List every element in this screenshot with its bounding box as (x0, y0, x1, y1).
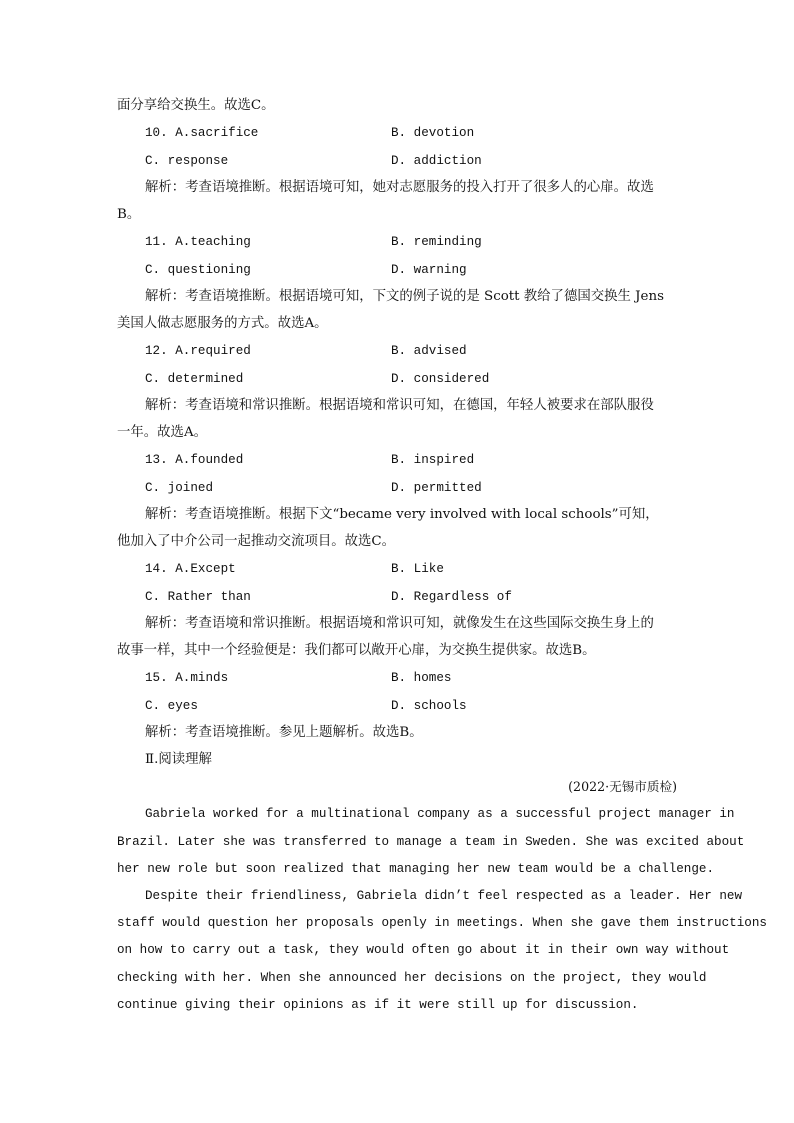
option-12-d: D. considered (391, 372, 490, 386)
passage-line: Brazil. Later she was transferred to manage a team in Sweden. She was excited about (117, 835, 745, 849)
option-13-a: 13. A.founded (145, 453, 244, 467)
passage-line: on how to carry out a task, they would often go about it in their own way without (117, 943, 730, 957)
text-line: 面分享给交换生。故选C。 (117, 98, 275, 113)
option-15-c: C. eyes (145, 699, 198, 713)
explanation-11: 解析：考查语境推断。根据语境可知，下文的例子说的是 Scott 教给了德国交换生 Jens (145, 289, 664, 304)
option-14-b: B. Like (391, 562, 444, 576)
explanation-14: 解析：考查语境和常识推断。根据语境和常识可知，就像发生在这些国际交换生身上的 (145, 616, 654, 631)
option-13-d: D. permitted (391, 481, 482, 495)
explanation-12: 解析：考查语境和常识推断。根据语境和常识可知，在德国，年轻人被要求在部队服役 (145, 398, 654, 413)
option-15-b: B. homes (391, 671, 452, 685)
option-11-c: C. questioning (145, 263, 251, 277)
option-11-d: D. warning (391, 263, 467, 277)
passage-line: Despite their friendliness, Gabriela didn’t feel respected as a leader. Her new (145, 889, 743, 903)
explanation-13: 解析：考查语境推断。根据下文“became very involved with local schools”可知， (145, 507, 659, 522)
option-13-b: B. inspired (391, 453, 475, 467)
option-11-a: 11. A.teaching (145, 235, 251, 249)
explanation-10: 解析：考查语境推断。根据语境可知，她对志愿服务的投入打开了很多人的心扉。故选 (145, 180, 654, 195)
passage-line: checking with her. When she announced her decisions on the project, they would (117, 971, 707, 985)
explanation-12-cont: 一年。故选A。 (117, 425, 208, 440)
explanation-13-cont: 他加入了中介公司一起推动交流项目。故选C。 (117, 534, 396, 549)
explanation-10-cont: B。 (117, 207, 141, 222)
option-11-b: B. reminding (391, 235, 482, 249)
option-10-b: B. devotion (391, 126, 475, 140)
option-12-c: C. determined (145, 372, 244, 386)
passage-line: staff would question her proposals openly in meetings. When she gave them instructions (117, 916, 767, 930)
explanation-14-cont: 故事一样，其中一个经验便是：我们都可以敞开心扉，为交换生提供家。故选B。 (117, 643, 596, 658)
explanation-15: 解析：考查语境推断。参见上题解析。故选B。 (145, 725, 423, 740)
section-heading: Ⅱ.阅读理解 (145, 752, 212, 767)
passage-line: continue giving their opinions as if it were still up for discussion. (117, 998, 639, 1012)
source-label: (2022·无锡市质检) (568, 779, 677, 794)
option-10-c: C. response (145, 154, 229, 168)
option-15-a: 15. A.minds (145, 671, 229, 685)
option-12-b: B. advised (391, 344, 467, 358)
option-10-a: 10. A.sacrifice (145, 126, 259, 140)
option-13-c: C. joined (145, 481, 214, 495)
option-10-d: D. addiction (391, 154, 482, 168)
option-14-c: C. Rather than (145, 590, 251, 604)
passage-line: her new role but soon realized that managing her new team would be a challenge. (117, 862, 715, 876)
explanation-11-cont: 美国人做志愿服务的方式。故选A。 (117, 316, 328, 331)
option-12-a: 12. A.required (145, 344, 251, 358)
option-15-d: D. schools (391, 699, 467, 713)
option-14-a: 14. A.Except (145, 562, 236, 576)
option-14-d: D. Regardless of (391, 590, 512, 604)
passage-line: Gabriela worked for a multinational company as a successful project manager in (145, 807, 735, 821)
